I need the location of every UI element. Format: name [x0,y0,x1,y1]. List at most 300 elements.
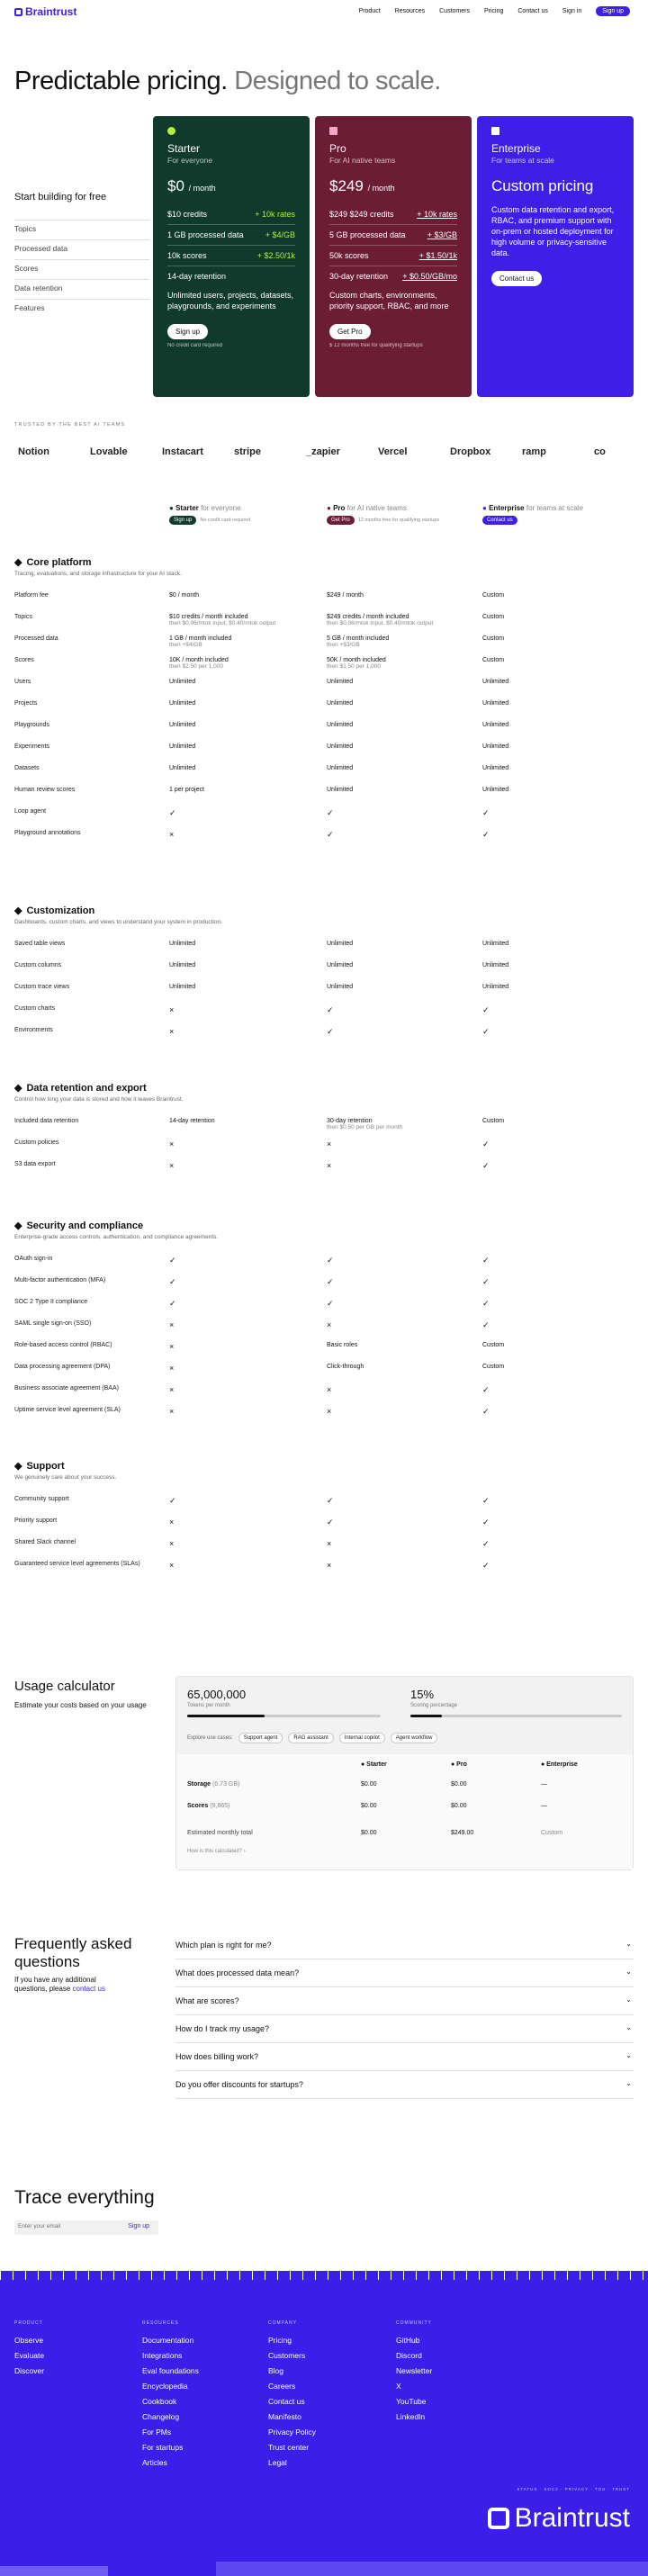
plan-row [329,224,457,245]
nav-link-product[interactable]: Product [358,8,381,14]
plan-price [491,177,619,195]
nav-link-customers[interactable]: Customers [439,8,470,14]
section-subtitle: Dashboards, custom charts, and views to understand your system in production. [14,919,222,925]
section-title-text: Support [26,1460,65,1472]
feature-value-main: 10K / month included [169,657,229,663]
side-item-features: Features [14,299,149,319]
feature-value [169,1561,174,1570]
feature-value-main: Unlimited [169,700,196,707]
footer-link[interactable]: Newsletter [396,2366,433,2375]
feature-value [327,941,353,947]
footer-link[interactable]: YouTube [396,2397,427,2406]
feature-value-main: × [169,1518,175,1527]
calc-row-label [187,1781,239,1788]
feature-label: Guaranteed service level agreements (SLAs) [14,1561,140,1567]
footer-link[interactable]: GitHub [396,2336,420,2345]
feature-value [327,635,389,648]
footer-link[interactable]: Changelog [142,2412,180,2421]
feature-value-main: × [327,1320,332,1329]
footer-link[interactable]: Discord [396,2351,422,2360]
feature-value [482,1385,490,1395]
feature-value [482,1139,490,1149]
feature-value [482,1364,504,1370]
feature-value [482,787,508,793]
trace-title: Trace everything [14,2187,155,2208]
calc-cell: $0.00 [361,1781,377,1788]
section-title [14,1220,143,1231]
feature-row [14,1277,634,1299]
faq-item[interactable] [176,1932,634,1959]
footer-link[interactable]: X [396,2382,401,2391]
feature-label: SAML single sign-on (SSO) [14,1320,92,1327]
plan-price [167,177,295,195]
compare-plan-sub: for everyone [198,504,241,512]
compare-plan-button[interactable]: Contact us [482,516,518,525]
footer-link[interactable]: Encyclopedia [142,2382,188,2391]
plan-name: Pro [329,142,346,155]
logo-ramp: ramp [522,446,546,457]
feature-value-main: × [327,1161,332,1170]
footer-col-resources [142,2316,199,2471]
compare-plan-name: Starter [176,504,199,512]
customize-icon: ◆ [14,905,22,916]
feature-value [327,1256,334,1265]
nav-link-sign-in[interactable]: Sign in [562,8,582,14]
feature-value [327,787,353,793]
feature-row [14,1320,634,1342]
footer-link[interactable]: Integrations [142,2351,183,2360]
chevron-down-icon: ⌄ [626,2051,632,2059]
price-period: / month [367,184,395,193]
feature-value [169,679,195,685]
feature-value [482,700,508,707]
compare-plan-name: Enterprise [489,504,525,512]
feature-value-main: Unlimited [327,984,354,990]
feature-value [327,1496,334,1506]
feature-value [169,765,195,771]
feature-label: Shared Slack channel [14,1539,76,1545]
feature-value-sub: then $0.06/mtok input, $0.40/mtok output [169,620,276,626]
feature-value-sub: then $0.50 per GB per month [327,1124,403,1130]
plan-row-label: 5 GB processed data [329,230,406,239]
footer-link[interactable]: Contact us [268,2397,305,2406]
feature-value-main: Unlimited [327,679,354,685]
compare-plan-button[interactable]: Get Pro [327,516,355,525]
nav-link-resources[interactable]: Resources [394,8,426,14]
feature-row [14,679,634,700]
feature-row [14,1027,634,1049]
footer-link[interactable]: Articles [142,2458,167,2467]
calc-cell: $0.00 [361,1803,377,1809]
feature-value-main: × [169,1385,175,1394]
feature-value [169,1385,174,1394]
feature-row [14,635,634,657]
feature-row [14,1539,634,1561]
feature-value-main: × [169,1539,175,1548]
feature-value [327,679,353,685]
plan-row-label: 14-day retention [167,272,227,281]
feature-value-main: Unlimited [482,679,509,685]
feature-row [14,1364,634,1385]
feature-value-main: Unlimited [482,787,509,793]
feature-value-main: × [169,1027,175,1036]
compare-plan-note: 12 months free for qualifying startups [357,518,440,523]
feature-value-main: Custom [482,1118,505,1124]
feature-value-main: × [327,1139,332,1148]
footer-link[interactable]: Customers [268,2351,306,2360]
feature-value [327,1385,331,1394]
feature-value [482,743,508,750]
feature-value [327,700,353,707]
feature-value-main: × [327,1561,332,1570]
examples-label: Explore use cases: [187,1735,233,1741]
feature-row [14,657,634,679]
feature-value-sub: then $0.06/mtok input, $0.40/mtok output [327,620,434,626]
feature-value-main: Unlimited [327,722,354,728]
feature-value-main: ✓ [482,1139,490,1148]
footer-link[interactable]: Documentation [142,2336,194,2345]
feature-row [14,700,634,722]
feature-value-main: × [169,1364,175,1373]
feature-value-main: Unlimited [169,765,196,771]
feature-value-main: Unlimited [482,722,509,728]
plan-row-label: 30-day retention [329,272,389,281]
faq-question: Which plan is right for me? [176,1941,272,1950]
plan-icon [167,127,176,135]
feature-row [14,1256,634,1277]
footer-link[interactable]: Manifesto [268,2412,302,2421]
calc-note[interactable]: How is this calculated? › [187,1849,246,1854]
feature-value [327,1407,331,1416]
faq-item[interactable] [176,2015,634,2043]
feature-row [14,614,634,635]
feature-value [482,1496,490,1506]
footer-link[interactable]: Eval foundations [142,2366,199,2375]
feature-value-main: Unlimited [327,700,354,707]
feature-value-main: 50K / month included [327,657,386,663]
section-title-text: Security and compliance [26,1220,144,1231]
feature-row [14,787,634,808]
footer-link[interactable]: Legal [268,2458,287,2467]
plan-fineprint: $ 12 months free for qualifying startups [329,343,423,348]
feature-value-main: ✓ [169,1299,176,1308]
logo-zapier: _zapier [306,446,340,457]
footer-link[interactable]: Careers [268,2382,296,2391]
faq-item[interactable] [176,2071,634,2099]
calc-col-pro: ● Pro [451,1761,467,1768]
plan-description: Unlimited users, projects, datasets, playgrounds, and experiments [167,291,294,311]
feature-row [14,1139,634,1161]
feature-value [482,679,508,685]
feature-row [14,830,634,851]
feature-value [482,1299,490,1309]
footer-link[interactable]: Cookbook [142,2397,177,2406]
feature-label: Multi-factor authentication (MFA) [14,1277,106,1283]
feature-value-main: Unlimited [482,700,509,707]
feature-value [327,657,386,670]
feature-value-main: Unlimited [482,984,509,990]
feature-value-main: ✓ [482,830,490,839]
calc-cell: $0.00 [451,1781,467,1788]
feature-label: Custom policies [14,1139,59,1146]
nav-link-contact-us[interactable]: Contact us [518,8,548,14]
feature-value-main: ✓ [327,1027,334,1036]
feature-value-main: ✓ [482,808,490,817]
chevron-down-icon: ⌄ [626,1968,632,1976]
feature-value [327,1027,334,1037]
scoring-label: Scoring percentage [410,1703,458,1708]
nav-link-pricing[interactable]: Pricing [483,8,504,14]
feature-value [482,1027,490,1037]
feature-value [327,1277,334,1287]
footer-col-community [396,2316,432,2425]
feature-value-main: $0 / month [169,592,200,599]
footer-link[interactable]: Blog [268,2366,284,2375]
use-case-chip[interactable]: Agent workflow [391,1733,438,1743]
feature-label: Topics [14,614,32,620]
feature-value [482,592,504,599]
feature-label: Platform fee [14,592,49,599]
feature-value-main: ✓ [482,1561,490,1570]
feature-value [327,765,353,771]
tokens-slider[interactable] [187,1715,381,1717]
feature-label: Processed data [14,635,58,642]
contact-link[interactable]: contact us [72,1985,105,1993]
feature-value [327,962,353,968]
plan-name: Enterprise [491,142,541,155]
email-signup-button[interactable]: Sign up [128,2223,149,2229]
calc-cell: — [541,1781,547,1788]
footer-link[interactable]: Privacy Policy [268,2427,316,2436]
feature-value [169,1027,174,1036]
footer-col-heading: PRODUCT [14,2320,43,2326]
plan-row [329,204,457,224]
plan-card-enterprise [477,116,634,397]
feature-value-main: ✓ [327,808,334,817]
logo-icon [14,8,22,16]
feature-value-main: × [327,1385,332,1394]
feature-value-main: Custom [482,635,505,642]
feature-row [14,984,634,1005]
feature-value [482,1118,504,1124]
feature-label: Priority support [14,1518,58,1524]
calc-row-label [187,1803,230,1809]
feature-row [14,743,634,765]
faq-item[interactable] [176,1987,634,2015]
plan-cta-button[interactable]: Get Pro [329,324,371,339]
feature-value [482,765,508,771]
feature-value [482,1277,490,1287]
plan-cta-button[interactable]: Sign up [167,324,208,339]
feature-value [482,1161,490,1171]
feature-value-main: ✓ [482,1277,490,1286]
footer-link[interactable]: Discover [14,2366,45,2375]
feature-row [14,1118,634,1139]
feature-value [482,1320,490,1330]
plan-row [167,245,295,266]
section-subtitle: Enterprise-grade access controls, authentication, and compliance agreements. [14,1234,219,1240]
plan-row-label: $10 credits [167,210,208,219]
feature-row [14,962,634,984]
calc-table [176,1754,633,1869]
feature-value [169,787,204,793]
feature-value-main: ✓ [482,1299,490,1308]
section-title-text: Core platform [26,556,92,568]
section-title-text: Data retention and export [26,1082,147,1094]
feature-value-main: Unlimited [169,962,196,968]
feature-value-main: × [169,1161,175,1170]
compare-plan-title [482,504,583,512]
footer-link[interactable]: For startups [142,2443,184,2452]
footer-link[interactable]: LinkedIn [396,2412,426,2421]
section-title [14,556,92,568]
feature-value-main: ✓ [327,1277,334,1286]
feature-value-main: ✓ [169,808,176,817]
footer-link[interactable]: For PMs [142,2427,172,2436]
feature-value-main: Unlimited [169,941,196,947]
chevron-down-icon: ⌄ [626,2079,632,2087]
plan-subtitle: For teams at scale [491,156,554,165]
feature-value [169,700,195,707]
footer-col-company [268,2316,316,2471]
feature-value-main: Unlimited [327,765,354,771]
faq-question: How do I track my usage? [176,2024,270,2033]
compare-header-pro [327,504,439,525]
feature-value [169,830,174,839]
usage-calculator [176,1676,634,1870]
plan-cta-button[interactable]: Contact us [491,271,542,286]
feature-value-main: Unlimited [169,722,196,728]
feature-label: Playgrounds [14,722,50,728]
calc-row-detail: (9,865) [208,1803,230,1809]
feature-value [169,808,176,818]
feature-value-main: ✓ [327,1518,334,1527]
faq-subtitle: If you have any additional questions, please contact us [14,1976,105,1993]
feature-value [169,1407,174,1416]
feature-value-main: $249 credits / month included [327,614,410,620]
compare-plan-button[interactable]: Sign up [169,516,196,525]
feature-row [14,765,634,787]
price-amount: $249 [329,177,364,194]
feature-value-main: ✓ [482,1320,490,1329]
feature-value-main: ✓ [482,1407,490,1416]
use-case-chip[interactable]: Internal copilot [339,1733,385,1743]
feature-value [327,808,334,818]
footer-col-heading: COMMUNITY [396,2320,432,2326]
side-item-data-retention: Data retention [14,279,149,299]
footer-link[interactable]: Pricing [268,2336,292,2345]
feature-label: Included data retention [14,1118,79,1124]
feature-label: Datasets [14,765,40,771]
feature-value-sub: then $2.50 per 1,000 [169,663,223,670]
footer [0,2271,648,2576]
plan-icon [491,127,500,135]
signup-button[interactable]: Sign up [596,6,630,16]
plan-card-starter [153,116,310,397]
feature-value [169,1277,176,1287]
footer-link[interactable]: Evaluate [14,2351,45,2360]
feature-value [482,614,504,620]
faq-question: What does processed data mean? [176,1968,300,1977]
feature-value-main: 5 GB / month included [327,635,390,642]
section-title [14,1460,65,1472]
feature-value [169,657,229,670]
feature-row [14,941,634,962]
feature-value [169,743,195,750]
plan-row [167,266,295,286]
plan-row [167,224,295,245]
feature-value [169,1256,176,1265]
plan-row [329,266,457,286]
feature-value-main: ✓ [482,1256,490,1265]
feature-value [482,1256,490,1265]
footer-link[interactable]: Trust center [268,2443,310,2452]
email-input[interactable] [18,2223,117,2229]
feature-value [482,1561,490,1571]
feature-value [482,830,490,840]
faq-item[interactable] [176,1959,634,1987]
feature-row [14,1407,634,1428]
brand-logo[interactable]: Braintrust [14,5,76,18]
footer-status: STATUS · SOC2 · PRIVACY · TOS · TRUST [517,2487,630,2491]
plan-card-pro [315,116,472,397]
feature-value [169,1539,174,1548]
footer-bottom [0,2557,648,2576]
footer-link[interactable]: Observe [14,2336,44,2345]
feature-value [482,1342,504,1348]
feature-value-main: Custom [482,657,505,663]
feature-value [169,722,195,728]
compare-plan-name: Pro [333,504,346,512]
logo-co: co [594,446,606,457]
feature-value-main: 1 GB / month included [169,635,232,642]
logo-stripe: stripe [234,446,261,457]
section-title-text: Customization [26,905,95,916]
feature-label: OAuth sign-in [14,1256,53,1262]
feature-value [327,1320,331,1329]
feature-value-main: ✓ [327,1496,334,1505]
feature-value-main: × [169,830,175,839]
start-label: Start building for free [14,192,107,203]
feature-value [327,1539,331,1548]
scoring-slider[interactable] [410,1715,622,1717]
chevron-right-icon: › [243,1849,246,1854]
compare-header-starter [169,504,250,525]
price-amount: $0 [167,177,184,194]
feature-value-main: ✓ [327,1256,334,1265]
use-case-chip[interactable]: Support agent [238,1733,284,1743]
retention-icon: ◆ [14,1083,22,1094]
feature-label: Uptime service level agreement (SLA) [14,1407,121,1413]
feature-value [169,1139,174,1148]
calc-row-name: Storage [187,1781,212,1788]
use-case-chip[interactable]: RAG assistant [288,1733,333,1743]
feature-value [327,1139,331,1148]
feature-row [14,1561,634,1582]
support-icon: ◆ [14,1461,22,1472]
faq-item[interactable] [176,2043,634,2071]
logo-vercel: Vercel [378,446,408,457]
feature-value-main: Unlimited [169,743,196,750]
plan-icon [329,127,338,135]
feature-value [169,1342,174,1351]
feature-value-main: ✓ [482,1027,490,1036]
plan-row [167,204,295,224]
chevron-down-icon: ⌄ [626,1940,632,1948]
feature-value [169,614,275,626]
feature-value [327,722,353,728]
feature-value-main: × [327,1539,332,1548]
